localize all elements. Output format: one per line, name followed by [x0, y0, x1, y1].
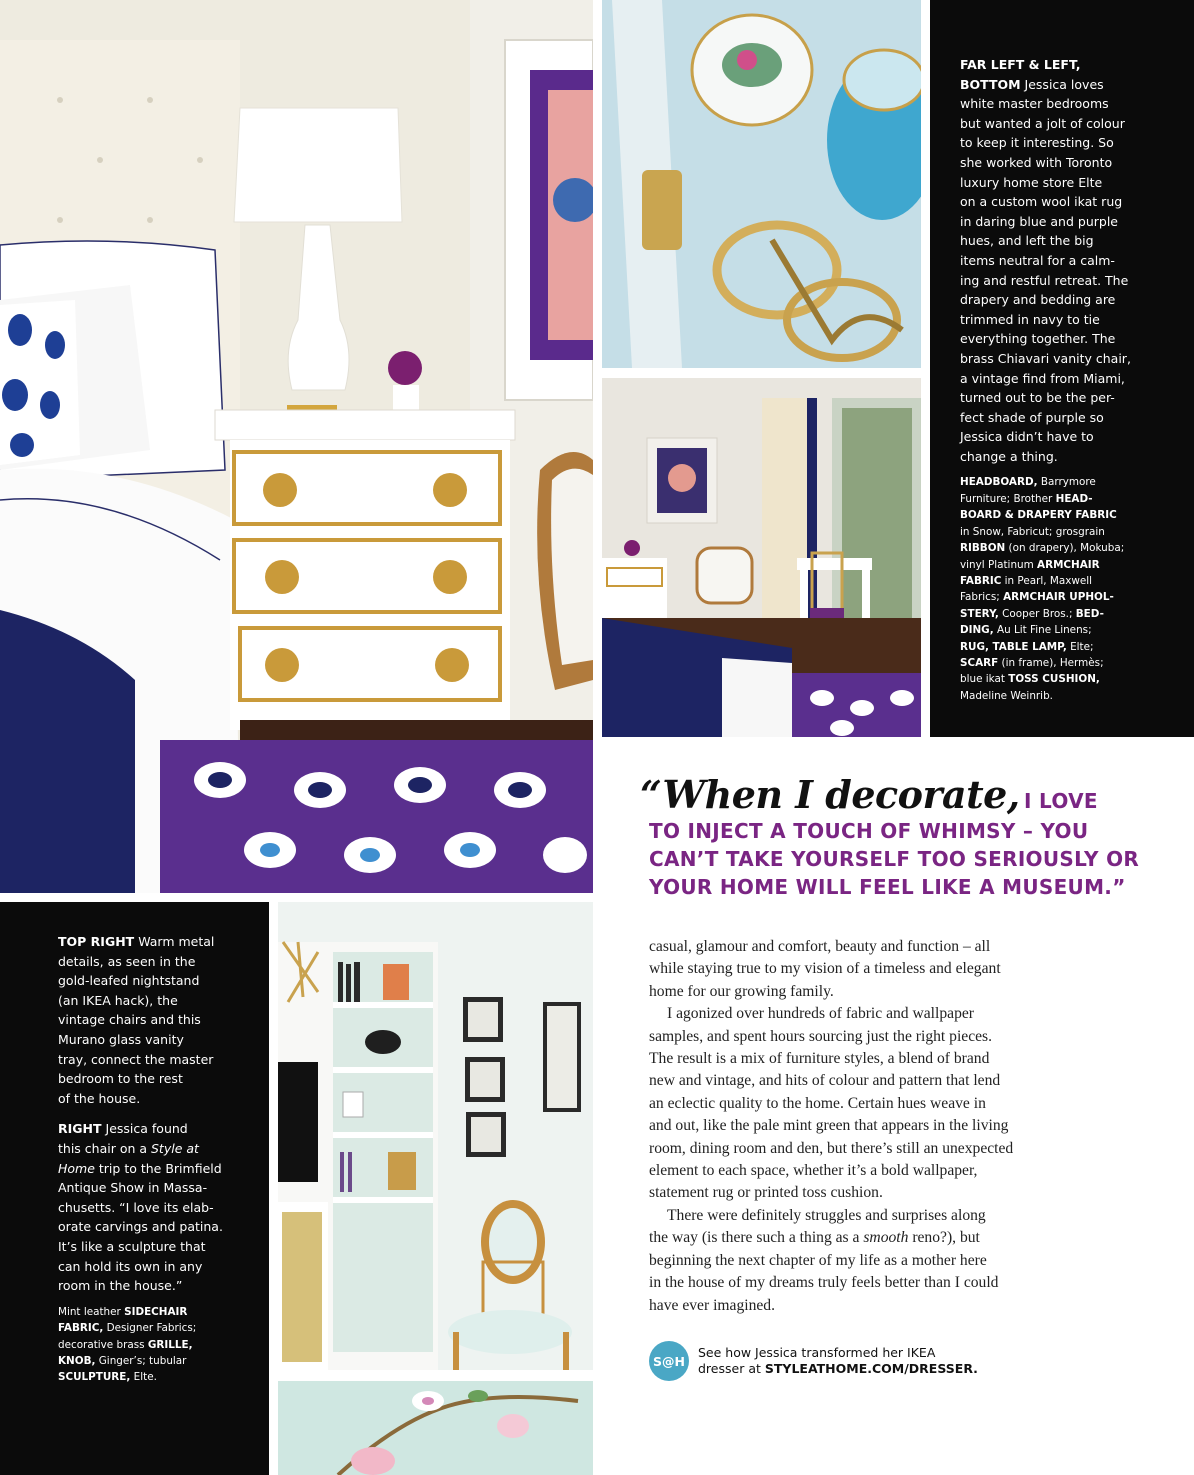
body-line: I agonized over hundreds of fabric and wallpaper	[667, 1005, 974, 1023]
credit-text: Furniture; Brother	[960, 492, 1056, 505]
caption-right-line: everything together. The	[960, 331, 1116, 347]
caption-left-line: (an IKEA hack), the	[58, 992, 178, 1008]
promo-link[interactable]: STYLEATHOME.COM/DRESSER.	[764, 1361, 978, 1376]
caption-right-line: ing and restful retreat. The	[960, 272, 1129, 288]
caption-left-line: gold-leafed nightstand	[58, 973, 200, 989]
credit-text: Au Lit Fine Linens;	[993, 624, 1092, 637]
caption-left-line: Jessica found	[105, 1121, 188, 1137]
quote-line: I LOVE	[1024, 789, 1098, 813]
credit-text: (in frame), Hermès;	[998, 656, 1104, 669]
caption-left-line: vintage chairs and this	[58, 1012, 201, 1028]
credit-text: blue ikat	[960, 673, 1009, 686]
caption-right-line: change a thing.	[960, 448, 1058, 464]
credit-bold: HEADBOARD,	[960, 476, 1038, 489]
credit-bold: RIBBON	[960, 542, 1006, 555]
caption-left-heading-top-right: TOP RIGHT	[58, 934, 135, 949]
body-line: new and vintage, and hits of colour and pattern that lend	[649, 1072, 1001, 1090]
caption-right-line: trimmed in navy to tie	[960, 311, 1100, 327]
credit-bold: DING,	[960, 624, 994, 637]
caption-right-line: but wanted a jolt of colour	[960, 115, 1125, 131]
caption-left-line: details, as seen in the	[58, 953, 196, 969]
caption-panel-left	[0, 902, 269, 1475]
credit-bold: BED-	[1075, 607, 1104, 620]
credit-bold: KNOB,	[58, 1354, 96, 1367]
body-line: while staying true to my vision of a timeless and elegant	[649, 960, 1001, 978]
promo-line: dresser at	[698, 1361, 765, 1376]
credit-bold: ARMCHAIR	[1037, 558, 1100, 571]
article-body	[649, 936, 1079, 1317]
credit-text: in Pearl, Maxwell	[1001, 574, 1093, 587]
credit-bold: RUG, TABLE LAMP,	[960, 640, 1067, 653]
body-line: beginning the next chapter of my life as a mother here	[649, 1251, 987, 1269]
caption-right-line: hues, and left the big	[960, 233, 1094, 249]
credit-text: decorative brass	[58, 1338, 148, 1351]
body-line: home for our growing family.	[649, 982, 834, 1000]
credit-text: Elte;	[1066, 640, 1094, 653]
caption-right-credits	[960, 474, 1190, 704]
caption-left-line: can hold its own in any	[58, 1258, 203, 1274]
quote-line: TO INJECT A TOUCH OF WHIMSY – YOU	[649, 819, 1089, 843]
promo-text	[698, 1345, 978, 1377]
caption-left-line: trip to the Brimfield	[94, 1160, 222, 1176]
caption-right-line: luxury home store Elte	[960, 174, 1103, 190]
caption-left-line: room in the house.”	[58, 1278, 183, 1294]
shelves-chair-photo	[278, 902, 593, 1370]
caption-left-line: orate carvings and patina.	[58, 1219, 223, 1235]
credit-text: Designer Fabrics;	[103, 1322, 197, 1335]
body-paragraph-3	[649, 1205, 1079, 1317]
credit-text: in Snow, Fabricut; grosgrain	[960, 525, 1105, 538]
body-line: element to each space, whether it’s a bold wallpaper,	[649, 1162, 978, 1180]
caption-right-line: a vintage find from Miami,	[960, 370, 1125, 386]
credit-bold: SIDECHAIR	[124, 1305, 188, 1318]
promo-line: See how Jessica transformed her IKEA	[698, 1345, 936, 1360]
body-line: The result is a mix of furniture styles, a blend of brand	[649, 1050, 990, 1068]
body-line: There were definitely struggles and surprises along	[667, 1206, 986, 1224]
caption-left-heading-right: RIGHT	[58, 1121, 102, 1137]
body-line: reno?), but	[908, 1229, 980, 1247]
caption-right-line: she worked with Toronto	[960, 154, 1113, 170]
caption-left-italic: Style at	[151, 1140, 199, 1156]
caption-left-line: Murano glass vanity	[58, 1031, 184, 1047]
caption-right-heading-a: FAR LEFT & LEFT,	[960, 57, 1081, 72]
credit-bold: STERY,	[960, 607, 999, 620]
web-promo	[649, 1341, 978, 1381]
body-paragraph-2	[649, 1003, 1079, 1205]
vanity-tray-photo	[602, 0, 921, 368]
caption-right-line: fect shade of purple so	[960, 409, 1104, 425]
caption-left-line: this chair on a	[58, 1140, 151, 1156]
caption-left-line: It’s like a sculpture that	[58, 1238, 206, 1254]
credit-text: Barrymore	[1037, 476, 1096, 489]
caption-left-line: Warm metal	[138, 934, 215, 949]
quote-script: “When I decorate,	[640, 772, 1020, 817]
caption-right-line: Jessica didn’t have to	[960, 429, 1094, 445]
credit-text: Cooper Bros.;	[998, 607, 1076, 620]
quote-line: YOUR HOME WILL FEEL LIKE A MUSEUM.”	[649, 875, 1126, 899]
pull-quote	[640, 772, 1180, 901]
wallpaper-photo	[278, 1381, 593, 1475]
credit-bold: FABRIC,	[58, 1322, 104, 1335]
credit-text: Elte.	[130, 1371, 157, 1384]
credit-bold: ARMCHAIR UPHOL-	[1003, 591, 1114, 604]
bedroom-nightstand-photo	[0, 0, 593, 893]
caption-right-line: items neutral for a calm-	[960, 252, 1115, 268]
credit-bold: BOARD & DRAPERY FABRIC	[960, 509, 1117, 522]
caption-left-line: of the house.	[58, 1090, 141, 1106]
credit-bold: FABRIC	[960, 574, 1002, 587]
vanity-room-photo	[602, 378, 921, 737]
body-line: an eclectic quality to the home. Certain hues weave in	[649, 1094, 986, 1112]
caption-left-line: bedroom to the rest	[58, 1071, 183, 1087]
caption-right-line: to keep it interesting. So	[960, 135, 1114, 151]
credit-bold: TOSS CUSHION,	[1008, 673, 1100, 686]
caption-right-line: white master bedrooms	[960, 96, 1109, 112]
caption-left-line: chusetts. “I love its elab-	[58, 1199, 214, 1215]
credit-bold: HEAD-	[1055, 492, 1093, 505]
caption-right-line: brass Chiavari vanity chair,	[960, 350, 1131, 366]
body-italic: smooth	[863, 1229, 909, 1247]
credit-text: (on drapery), Mokuba;	[1005, 542, 1125, 555]
credit-text: Ginger’s; tubular	[95, 1354, 187, 1367]
body-paragraph-1	[649, 936, 1079, 1003]
body-line: room, dining room and den, but there’s still an unexpected	[649, 1139, 1014, 1157]
caption-right-line: in daring blue and purple	[960, 213, 1118, 229]
credit-text: vinyl Platinum	[960, 558, 1038, 571]
caption-right-line: turned out to be the per-	[960, 390, 1115, 406]
credit-bold: SCARF	[960, 656, 999, 669]
caption-left-credits	[58, 1304, 263, 1386]
credit-bold: SCULPTURE,	[58, 1371, 131, 1384]
caption-left-italic: Home	[58, 1160, 95, 1176]
caption-left-line: Antique Show in Massa-	[58, 1180, 208, 1196]
quote-line: CAN’T TAKE YOURSELF TOO SERIOUSLY OR	[649, 847, 1140, 871]
caption-right-text	[960, 55, 1190, 704]
body-line: the way (is there such a thing as a	[649, 1229, 864, 1247]
credit-text: Fabrics;	[960, 591, 1004, 604]
body-line: statement rug or printed toss cushion.	[649, 1184, 883, 1202]
body-line: and out, like the pale mint green that appears in the living	[649, 1117, 1009, 1135]
caption-right-heading-b: BOTTOM	[960, 76, 1021, 92]
caption-right-line: on a custom wool ikat rug	[960, 194, 1123, 210]
body-line: casual, glamour and comfort, beauty and function – all	[649, 938, 991, 955]
caption-panel-right	[930, 0, 1194, 737]
caption-right-line: Jessica loves	[1024, 76, 1104, 92]
caption-right-line: drapery and bedding are	[960, 292, 1116, 308]
credit-bold: GRILLE,	[147, 1338, 193, 1351]
caption-left-text	[58, 932, 263, 1386]
credit-text: Madeline Weinrib.	[960, 689, 1053, 702]
body-line: have ever imagined.	[649, 1296, 775, 1314]
credit-text: Mint leather	[58, 1305, 125, 1318]
caption-left-line: tray, connect the master	[58, 1051, 214, 1067]
style-at-home-logo-icon: S@H	[649, 1341, 689, 1381]
body-line: in the house of my dreams truly feels better than I could	[649, 1274, 999, 1292]
body-line: samples, and spent hours sourcing just the right pieces.	[649, 1027, 993, 1045]
